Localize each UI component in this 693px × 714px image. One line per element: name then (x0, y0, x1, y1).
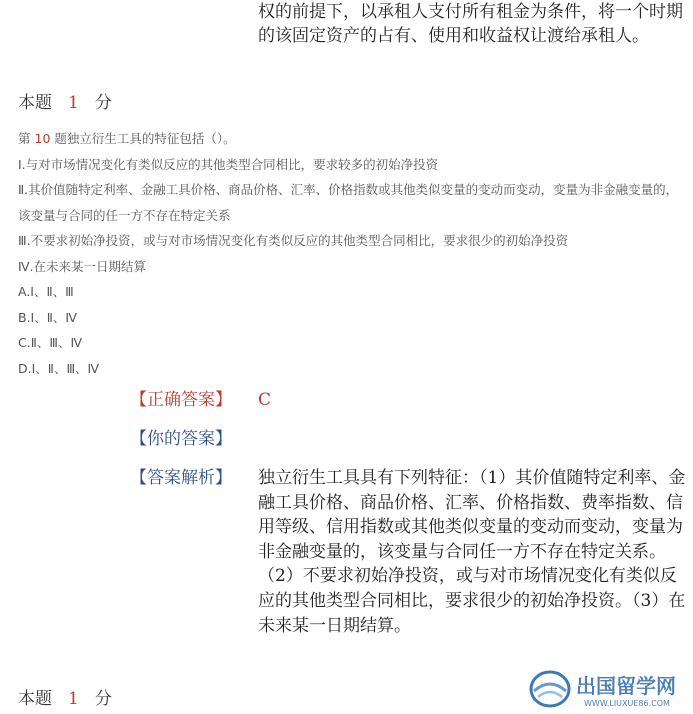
score-label: 本题 (18, 93, 52, 113)
score-line-top (18, 88, 112, 113)
correct-answer-row (130, 388, 272, 412)
score-unit: 分 (94, 689, 112, 709)
question-text: 题独立衍生工具的特征包括（）。 (54, 131, 236, 146)
site-watermark-logo (528, 667, 693, 710)
your-answer-label: 【你的答案】 (130, 429, 232, 449)
score-label: 本题 (18, 689, 52, 709)
explanation-label: 【答案解析】 (130, 468, 232, 488)
explanation-row (130, 466, 232, 490)
statement-1: Ⅰ.与对市场情况变化有类似反应的其他类型合同相比，要求较多的初始净投资 (18, 156, 439, 172)
score-line-bottom (18, 684, 112, 709)
previous-explanation-text: 权的前提下，以承租人支付所有租金为条件，将一个时期的该固定资产的占有、使用和收益权让渡给承租人。 (258, 2, 683, 46)
option-b: B.Ⅰ、Ⅱ、Ⅳ (18, 309, 77, 325)
your-answer-row (130, 427, 232, 451)
correct-answer-value: C (258, 390, 272, 410)
question-title (18, 126, 690, 152)
statement-2: Ⅱ.其价值随特定利率、金融工具价格、商品价格、汇率、价格指数或其他类似变量的变动而变动，变量为非金融变量的，该变量与合同的任一方不存在特定关系 (18, 182, 679, 223)
question-number: 10 (34, 131, 51, 146)
watermark-url: WWW.LIUXUE86.COM (584, 699, 670, 708)
option-a: A.Ⅰ、Ⅱ、Ⅲ (18, 284, 74, 299)
question-block (18, 126, 690, 381)
statement-4: Ⅳ.在未来某一日期结算 (18, 258, 147, 274)
statement-3: Ⅲ.不要求初始净投资，或与对市场情况变化有类似反应的其他类型合同相比，要求很少的初始净投资 (18, 233, 569, 248)
correct-answer-label: 【正确答案】 (130, 390, 232, 410)
explanation-text: 独立衍生工具具有下列特征：（1）其价值随特定利率、金融工具价格、商品价格、汇率、价格指数、费率指数、信用等级、信用指数或其他类似变量的变动而变动，变量为非金融变量的，该变量与合同任一方不存在特定关系。（2）不要求初始净投资，或与对市场情况变化有类似反应的其他类型合同相比，要求很少的初始净投资。（3）在未来某一日期结算。 (258, 468, 686, 636)
watermark-title: 出国留学网 (576, 674, 676, 698)
score-value: 1 (68, 689, 79, 709)
logo-icon (528, 667, 693, 710)
score-value: 1 (68, 93, 79, 113)
score-unit: 分 (94, 93, 112, 113)
question-prefix: 第 (18, 131, 31, 146)
option-d: D.Ⅰ、Ⅱ、Ⅲ、Ⅳ (18, 360, 100, 376)
option-c: C.Ⅱ、Ⅲ、Ⅳ (18, 335, 83, 350)
